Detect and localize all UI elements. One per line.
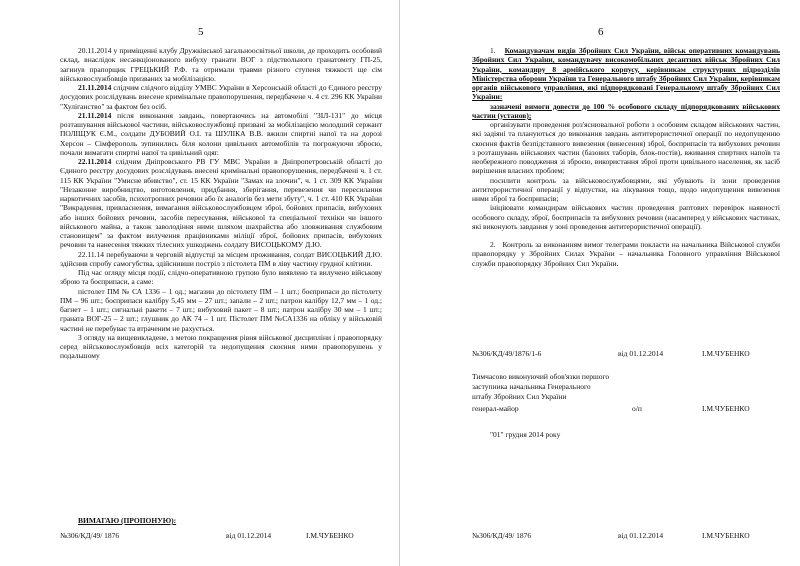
paragraph-date: 22.11.14: [78, 249, 104, 259]
point: ініціювати командирам військових частин проведення раптових перевірок наявності особового складу, зброї, боєприпасів та вибухових речовин (насамперед у військових частинах, які виконують завдання у зоні проведення антитерористичної операції).: [472, 203, 780, 231]
footer-name: І.М.ЧУБЕНКО: [306, 531, 354, 540]
paragraph: 21.11.2014 слідчим слідчого відділу УМВС України в Херсонській області до Єдиного реєстру досудових розслідувань внесене кримінальне правопорушення, передбачене ч. 4 ст. 296 КК України "Хуліганство" за фактом без осіб.: [60, 83, 382, 111]
signature-line: штабу Збройних Сил України: [472, 392, 567, 401]
right-page: [400, 0, 800, 566]
signature-name: І.М.ЧУБЕНКО: [702, 404, 750, 413]
issue-date: "01" грудня 2014 року: [490, 430, 561, 439]
signature-line: заступника начальника Генерального: [472, 382, 591, 391]
footer-ref: №306/КД/49/ 1876: [60, 531, 120, 540]
right-page-body: [472, 46, 780, 268]
item-1: 1. Командувачам видів Збройних Сил України, військ оперативних командувань Збройних Сил України, командувачу високомобільних десантних військ Збройних Сил України, командиру 8 армійського корпусу, керівникам структурних підрозділів Міністерства оборони України та Генерального штабу Збройних Сил України, керівникам органів військового управління, які підпорядковані Генеральному штабу Збройних Сил України:: [472, 46, 780, 102]
paragraph: пістолет ПМ № СА 1336 – 1 од.; магазин до пістолету ПМ – 1 шт.; боєприпаси до пістолету ПМ – 96 шт.; боєприпаси калібру 5,45 мм – 27 шт.; запали – 2 шт.; патрон калібру 12,7 мм – 1 од.; багнет – 1 шт.; сигнальні ракети – 7 шт.; вибуховий пакет – 8 шт.; патрон калібру 30 мм – 1 шт.; граната ВОГ-25 – 2 шт.; глушник до АК 74 – 1 шт. Пістолет ПМ №СА1336 на обліку у військовій частині не перебуває та втраченим не рахується.: [60, 286, 382, 333]
left-page-body: [60, 46, 382, 361]
signature-line: Тимчасово виконуючий обов'язки першого: [472, 372, 610, 381]
paragraph: Під час огляду місця події, слідчо-оперативною групою було виявлено та вилучено військову зброю та боєприпаси, а саме:: [60, 268, 382, 287]
paragraph-date: 22.11.2014: [78, 157, 112, 166]
paragraph: 21.11.2014 після виконання завдань, повертаючись на автомобілі "ЗІЛ-131" до місця розташування військової частини, військовослужбовці призвані за мобілізацією молодший сержант ПОЛІЩУК Є.М., солдати ДУБОВИЙ О.І. та ШУЛІКА В.В. вжили спиртні напої та на дорозі Херсон – Сімферополь зупинились біля колони цивільних автомобілів та погрожуючи зброєю, почали вимагати спиртні напої та цивільний одяг.: [60, 110, 382, 157]
proposal-heading: ВИМАГАЮ (ПРОПОНУЮ):: [78, 516, 177, 525]
signature-op: о/п: [632, 404, 642, 413]
page-number: 6: [598, 26, 604, 38]
point: посилити контроль за військовослужбовцями, які убувають із зони проведення антитерористичної операції у відпустки, на лікування тощо, щодо недопущення вивезення ними зброї та боєприпасів;: [472, 175, 780, 203]
footer-name: І.М.ЧУБЕНКО: [702, 531, 750, 540]
signature-rank: генерал-майор: [472, 404, 519, 413]
ref-line-name: І.М.ЧУБЕНКО: [702, 349, 750, 358]
paragraph: 20.11.2014 у приміщенні клубу Дружківської загальноосвітньої школи, де проходить особовий склад, внаслідок несанкціонованого вибуху гранати ВОГ з підствольного гранатомету ГП-25, загинув прапорщик ГРЕЦЬКИЙ Р.Ф. та отримали травми різного ступеня тяжкості ще сім військовослужбовців призваних за мобілізацією.: [60, 46, 382, 83]
recipients: Командувачам видів Збройних Сил України, військ оперативних командувань Збройних Сил України, командувачу високомобільних десантних військ Збройних Сил України, командиру 8 армійського корпусу, керівникам структурних підрозділів Міністерства оборони України та Генерального штабу Збройних Сил України, керівникам органів військового управління, які підпорядковані Генеральному штабу Збройних Сил України:: [472, 46, 780, 102]
paragraph: З огляду на вищевикладене, з метою покращення рівня військової дисципліни і правопорядку серед військовослужбовців всіх категорій та недопущення скоєння ними правопорушень у подальшому: [60, 332, 382, 361]
ref-line-date: від 01.12.2014: [618, 349, 664, 358]
paragraph-date: 21.11.2014: [78, 110, 112, 120]
directive: зазначені вимоги довести до 100 % особового складу підпорядкованих військових частин (установ);: [472, 101, 780, 120]
paragraph: 22.11.14 перебуваючи в черговій відпустці за місцем проживання, солдат ВИСОЦЬКИЙ Д.Ю. здійснив спробу самогубства, здійснивши постріл з пістолета ПМ в ліву частину грудної клітини.: [60, 249, 382, 268]
item-2: 2. Контроль за виконанням вимог телеграми покласти на начальника Військової служби правопорядку у Збройних Силах України – начальника Головного управління Військової служби правопорядку Збройних Сил України.: [472, 240, 780, 268]
footer-date: від 01.12.2014: [226, 531, 272, 540]
footer-ref: №306/КД/49/ 1876: [472, 531, 532, 540]
page-number: 5: [198, 26, 204, 38]
footer-date: від 01.12.2014: [618, 531, 664, 540]
paragraph-date: 20.11.2014: [78, 46, 112, 55]
point: організувати проведення роз'яснювальної роботи з особовим складом військових частин, які задіяні та плануються до виконання завдань антитерористичної операції по недопущенню скоєння фактів безпідставного вивезення (винесення) зброї, боєприпасів та вибухових речовин з розташувань військових частин (базових таборів, блок-постів), вживання спиртних напоїв та необережного поводження зі зброєю, використання зброї проти цивільного населення, як засіб вирішення власних проблем;: [472, 120, 780, 176]
ref-line-number: №306/КД/49/1876/1-6: [472, 349, 542, 358]
paragraph: 22.11.2014 слідчим Дніпровського РВ ГУ МВС України в Дніпропетровській області до Єдиного реєстру досудових розслідувань внесені кримінальні правопорушення, передбачені ч. 1 ст. 115 КК України "Умисне вбивство", ст. 15 КК України "Замах на злочин", ч. 1 ст. 309 КК України "Незаконне виробництво, виготовлення, придбання, зберігання, перевезення чи пересилання наркотичних засобів, психотропних речовин або їх аналогів без мети збуту", ч. 1 ст. 410 КК України "Викрадення, привласнення, вимагання військовослужбовцем зброї, бойових припасів, вибухових або інших бойових речовин, засобів пересування, військової та спеціальної техніки чи іншого військового майна, а також заволодіння ними шляхом шахрайства або зловживання службовим становищем" за фактом вилучення працівниками міліції зброї, бойових припасів, вибухових речовин та нанесення тяжких тілесних ушкоджень солдату ВИСОЦЬКОМУ Д.Ю.: [60, 157, 382, 250]
paragraph-date: 21.11.2014: [78, 83, 112, 92]
